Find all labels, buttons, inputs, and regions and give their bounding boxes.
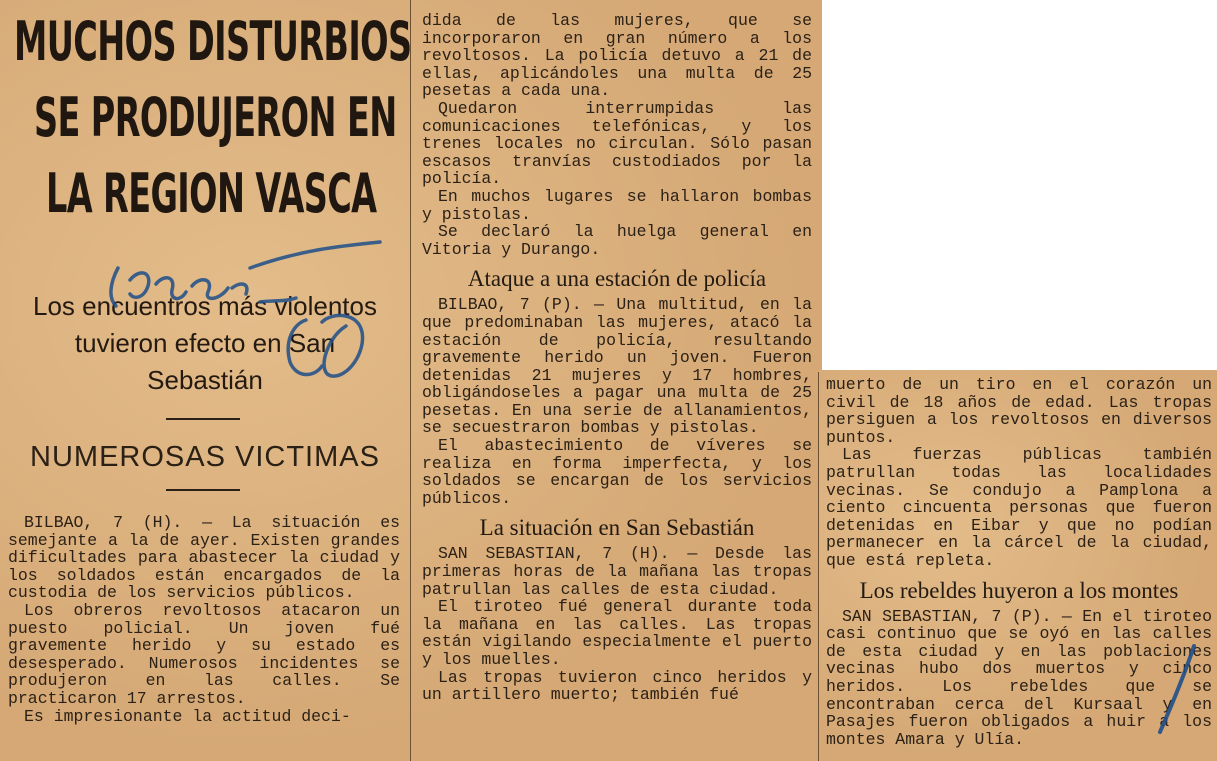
paragraph: BILBAO, 7 (H). — La situación es semejante a la de ayer. Existen grandes dificultades para abastecer la ciudad y los soldados están encargados de la custodia de los servicios públicos. [8,513,400,603]
subheadline-line-2: tuvieron efecto en San [74,328,336,358]
paragraph: BILBAO, 7 (P). — Una multitud, en la que predominaban las mujeres, atacó la estación de policía, resultando gravemente herido un joven. Fueron detenidas 21 mujeres y 17 hombres, obligándoseles a pagar una multa de 25 pesetas. En una serie de allanamientos, se secuestraron bombas y pistolas. [422,295,812,438]
paragraph: muerto de un tiro en el corazón un civil de 18 años de edad. Las tropas persiguen a los revoltosos en diversos puntos. [826,375,1212,447]
headline-line-3: LA REGION VASCA [46,162,377,225]
column-divider [818,372,819,761]
paragraph: Es impresionante la actitud deci- [24,706,351,726]
paragraph: En muchos lugares se hallaron bombas y pistolas. [422,186,812,224]
paragraph: Los obreros revoltosos atacaron un puesto policial. Un joven fué gravemente herido y su estado es desesperado. Numerosos incidentes se produjeron en las calles. Se practicaron 17 arrestos. [8,600,400,708]
paragraph: SAN SEBASTIAN, 7 (P). — En el tiroteo casi continuo que se oyó en las calles de esta ciudad y en las poblaciones vecinas hubo dos muertos y cinco heridos. Los rebeldes que se encontraban cerca del Kursaal y en Pasajes fueron obligados a huir a los montes Amara y Ulía. [826,606,1212,749]
section-heading-san-sebastian: La situación en San Sebastián [479,515,755,541]
paragraph: El tiroteo fué general durante toda la mañana en las calles. Las tropas están vigilando especialmente el puerto y los muelles. [422,597,812,669]
headline-line-2: SE PRODUJERON EN [34,86,397,149]
column-divider [410,0,411,761]
paragraph: dida de las mujeres, que se incorporaron en gran número a los revoltosos. La policía detuvo a 21 de ellas, aplicándoles una multa de 25 pesetas a cada una. [422,11,812,101]
paragraph: Quedaron interrumpidas las comunicaciones telefónicas, y los trenes locales no circulan. Sólo pasan escasos tranvías custodiados por la policía. [422,98,812,189]
separator-rule [166,418,240,420]
section-heading-police-station: Ataque a una estación de policía [467,266,767,292]
section-heading-rebels: Los rebeldes huyeron a los montes [859,577,1179,603]
subheadline-line-1: Los encuentros más violentos [33,291,377,321]
paragraph: Las tropas tuvieron cinco heridos y un artillero muerto; también fué [422,667,812,705]
article-body-col3 [826,376,1212,748]
paragraph: SAN SEBASTIAN, 7 (H). — Desde las primeras horas de la mañana las tropas patrullan las calles de esta ciudad. [422,544,812,599]
column-2 [414,0,816,761]
article-body-col2 [422,12,812,704]
paragraph: Las fuerzas públicas también patrullan todas las localidades vecinas. Se condujo a Pamplona a ciento cincuenta personas que fueron detenidas en Eibar y que no podían permanecer en la cárcel de la ciudad, que está repleta. [826,445,1212,570]
column-3 [822,372,1214,761]
column-1 [0,0,410,761]
headline-line-1: MUCHOS DISTURBIOS [14,10,412,73]
paragraph: El abastecimiento de víveres se realiza en forma imperfecta, y los soldados se encargan de los servicios públicos. [422,436,812,508]
paragraph: Se declaró la huelga general en Vitoria y Durango. [422,222,812,259]
section-subheading: NUMEROSAS VICTIMAS [30,441,380,473]
subheadline-line-3: Sebastián [147,365,263,395]
article-body-col1 [8,514,400,725]
separator-rule [166,489,240,491]
